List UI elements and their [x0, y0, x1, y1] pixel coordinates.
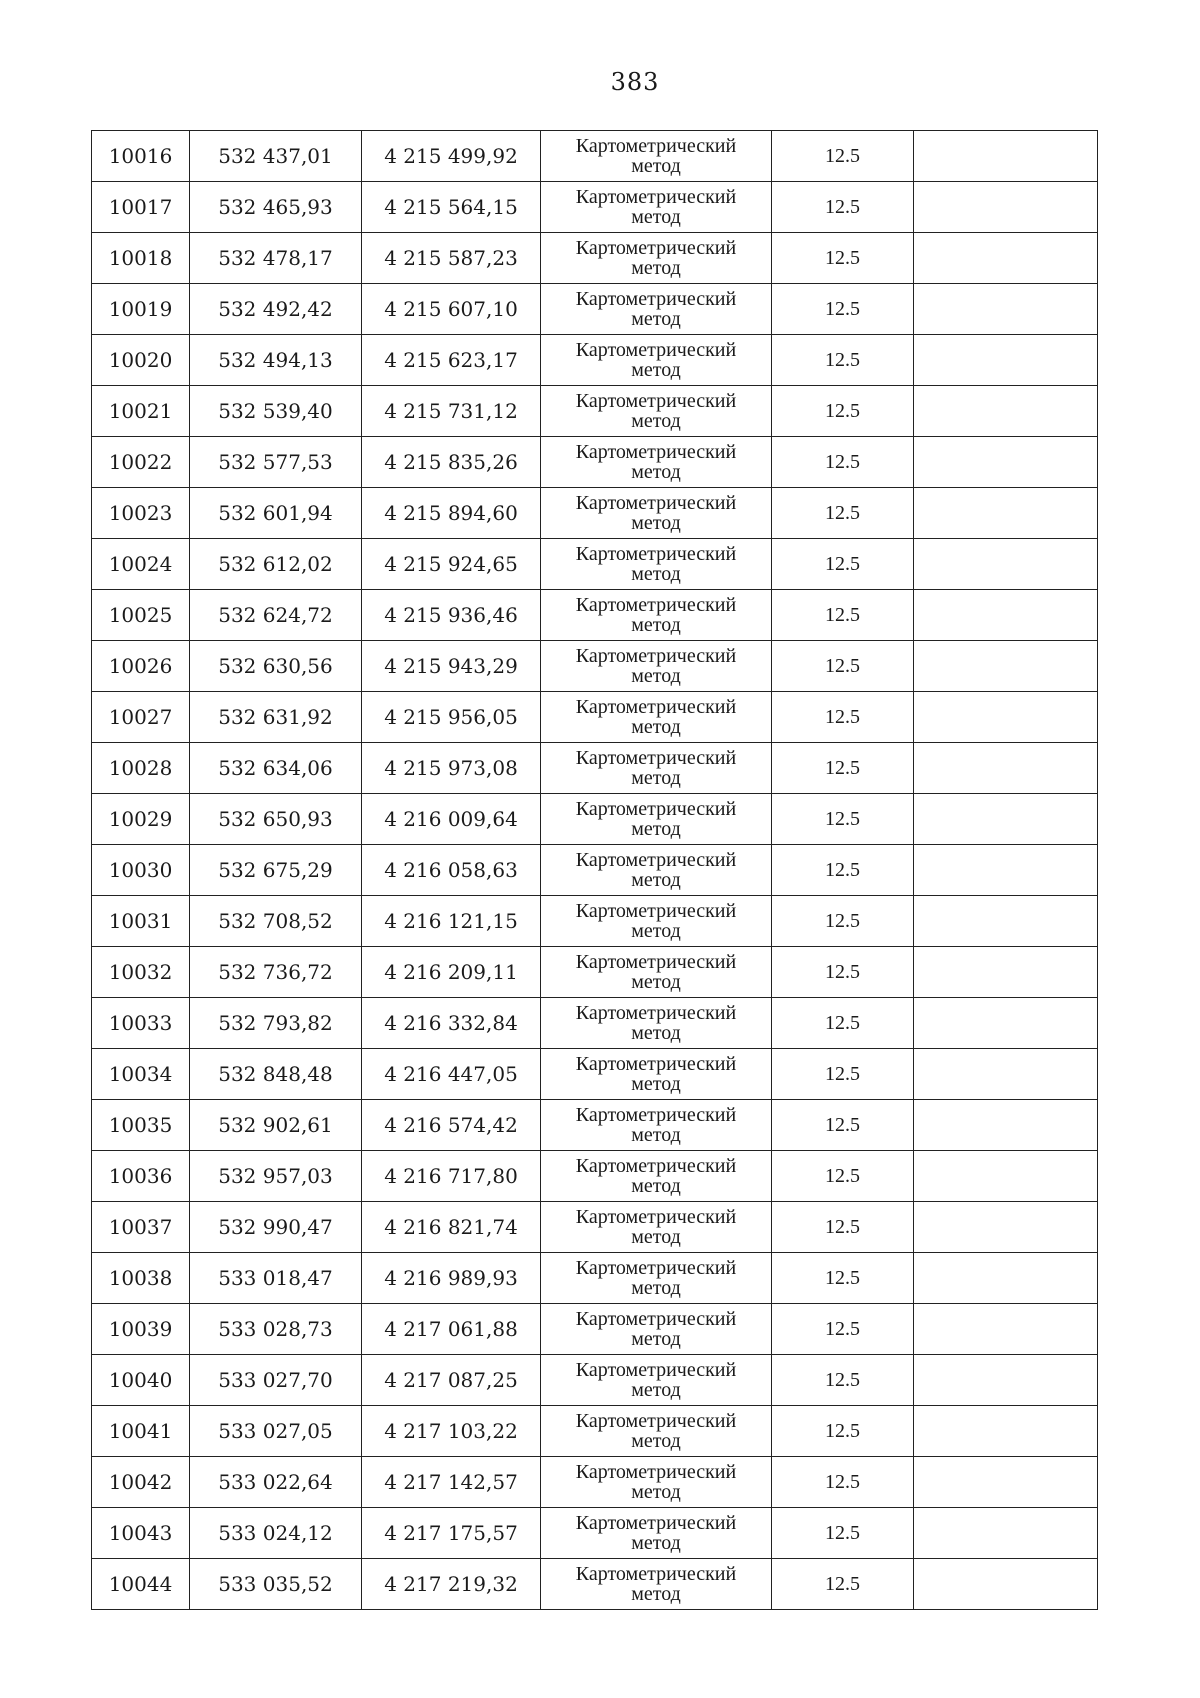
table-row	[92, 998, 1098, 1049]
y-coordinate-cell: 4 217 142,57	[362, 1457, 541, 1508]
method-cell	[541, 1151, 772, 1202]
method-cell	[541, 1508, 772, 1559]
method-label-line1: Картометрический	[575, 1002, 737, 1024]
method-label-line1: Картометрический	[575, 594, 737, 616]
method-label-line1: Картометрический	[575, 1206, 737, 1228]
empty-cell	[914, 1202, 1098, 1253]
empty-cell	[914, 488, 1098, 539]
method-cell	[541, 1202, 772, 1253]
method-label-line2: метод	[631, 920, 681, 942]
empty-cell	[914, 998, 1098, 1049]
point-id-cell: 10037	[92, 1202, 190, 1253]
method-label-line1: Картометрический	[575, 1563, 737, 1585]
accuracy-cell: 12.5	[772, 896, 914, 947]
method-cell	[541, 131, 772, 182]
accuracy-cell: 12.5	[772, 1100, 914, 1151]
method-cell	[541, 1355, 772, 1406]
empty-cell	[914, 896, 1098, 947]
empty-cell	[914, 182, 1098, 233]
table-row	[92, 896, 1098, 947]
accuracy-cell: 12.5	[772, 488, 914, 539]
y-coordinate-cell: 4 215 564,15	[362, 182, 541, 233]
y-coordinate-cell: 4 216 447,05	[362, 1049, 541, 1100]
method-cell	[541, 1253, 772, 1304]
empty-cell	[914, 1457, 1098, 1508]
table-row	[92, 1304, 1098, 1355]
method-label-line2: метод	[631, 869, 681, 891]
y-coordinate-cell: 4 215 943,29	[362, 641, 541, 692]
method-cell	[541, 335, 772, 386]
accuracy-cell: 12.5	[772, 284, 914, 335]
method-cell	[541, 1100, 772, 1151]
point-id-cell: 10043	[92, 1508, 190, 1559]
x-coordinate-cell: 532 634,06	[190, 743, 362, 794]
method-label-line1: Картометрический	[575, 288, 737, 310]
x-coordinate-cell: 532 848,48	[190, 1049, 362, 1100]
table-row	[92, 1253, 1098, 1304]
accuracy-cell: 12.5	[772, 794, 914, 845]
method-label-line2: метод	[631, 1481, 681, 1503]
point-id-cell: 10040	[92, 1355, 190, 1406]
y-coordinate-cell: 4 216 332,84	[362, 998, 541, 1049]
accuracy-cell: 12.5	[772, 1049, 914, 1100]
method-label-line2: метод	[631, 665, 681, 687]
x-coordinate-cell: 532 990,47	[190, 1202, 362, 1253]
method-cell	[541, 1457, 772, 1508]
y-coordinate-cell: 4 216 574,42	[362, 1100, 541, 1151]
empty-cell	[914, 284, 1098, 335]
method-cell	[541, 590, 772, 641]
x-coordinate-cell: 533 018,47	[190, 1253, 362, 1304]
method-label-line2: метод	[631, 1430, 681, 1452]
table-row	[92, 182, 1098, 233]
empty-cell	[914, 1049, 1098, 1100]
method-cell	[541, 386, 772, 437]
method-label-line2: метод	[631, 614, 681, 636]
point-id-cell: 10024	[92, 539, 190, 590]
y-coordinate-cell: 4 216 989,93	[362, 1253, 541, 1304]
accuracy-cell: 12.5	[772, 1559, 914, 1610]
method-label-line1: Картометрический	[575, 1257, 737, 1279]
accuracy-cell: 12.5	[772, 335, 914, 386]
method-label-line2: метод	[631, 1175, 681, 1197]
method-label-line2: метод	[631, 1022, 681, 1044]
method-label-line1: Картометрический	[575, 186, 737, 208]
table-row	[92, 1100, 1098, 1151]
method-cell	[541, 1559, 772, 1610]
accuracy-cell: 12.5	[772, 590, 914, 641]
point-id-cell: 10018	[92, 233, 190, 284]
table-row	[92, 641, 1098, 692]
accuracy-cell: 12.5	[772, 998, 914, 1049]
x-coordinate-cell: 532 437,01	[190, 131, 362, 182]
table-row	[92, 233, 1098, 284]
method-label-line1: Картометрический	[575, 339, 737, 361]
method-cell	[541, 998, 772, 1049]
empty-cell	[914, 1151, 1098, 1202]
method-label-line1: Картометрический	[575, 1410, 737, 1432]
x-coordinate-cell: 532 793,82	[190, 998, 362, 1049]
method-label-line1: Картометрический	[575, 747, 737, 769]
y-coordinate-cell: 4 215 973,08	[362, 743, 541, 794]
y-coordinate-cell: 4 215 607,10	[362, 284, 541, 335]
method-label-line2: метод	[631, 155, 681, 177]
point-id-cell: 10042	[92, 1457, 190, 1508]
coordinates-table	[91, 130, 1098, 1610]
method-cell	[541, 1049, 772, 1100]
table-row	[92, 539, 1098, 590]
empty-cell	[914, 1100, 1098, 1151]
method-label-line1: Картометрический	[575, 543, 737, 565]
accuracy-cell: 12.5	[772, 182, 914, 233]
point-id-cell: 10032	[92, 947, 190, 998]
x-coordinate-cell: 532 630,56	[190, 641, 362, 692]
table-row	[92, 1559, 1098, 1610]
method-label-line1: Картометрический	[575, 900, 737, 922]
point-id-cell: 10021	[92, 386, 190, 437]
method-label-line1: Картометрический	[575, 1308, 737, 1330]
y-coordinate-cell: 4 216 121,15	[362, 896, 541, 947]
y-coordinate-cell: 4 215 894,60	[362, 488, 541, 539]
table-row	[92, 743, 1098, 794]
table-row	[92, 335, 1098, 386]
method-cell	[541, 182, 772, 233]
method-label-line2: метод	[631, 257, 681, 279]
table-row	[92, 488, 1098, 539]
page-number: 383	[610, 68, 660, 96]
accuracy-cell: 12.5	[772, 131, 914, 182]
accuracy-cell: 12.5	[772, 1151, 914, 1202]
method-label-line1: Картометрический	[575, 1512, 737, 1534]
accuracy-cell: 12.5	[772, 1253, 914, 1304]
point-id-cell: 10020	[92, 335, 190, 386]
method-label-line2: метод	[631, 971, 681, 993]
y-coordinate-cell: 4 215 499,92	[362, 131, 541, 182]
x-coordinate-cell: 533 024,12	[190, 1508, 362, 1559]
table-row	[92, 284, 1098, 335]
method-label-line1: Картометрический	[575, 237, 737, 259]
table-row	[92, 1406, 1098, 1457]
x-coordinate-cell: 532 577,53	[190, 437, 362, 488]
empty-cell	[914, 1253, 1098, 1304]
x-coordinate-cell: 532 631,92	[190, 692, 362, 743]
y-coordinate-cell: 4 217 175,57	[362, 1508, 541, 1559]
method-label-line2: метод	[631, 308, 681, 330]
method-label-line2: метод	[631, 206, 681, 228]
y-coordinate-cell: 4 217 061,88	[362, 1304, 541, 1355]
point-id-cell: 10044	[92, 1559, 190, 1610]
table-row	[92, 947, 1098, 998]
point-id-cell: 10029	[92, 794, 190, 845]
empty-cell	[914, 1559, 1098, 1610]
method-label-line2: метод	[631, 563, 681, 585]
empty-cell	[914, 794, 1098, 845]
method-label-line1: Картометрический	[575, 1104, 737, 1126]
y-coordinate-cell: 4 215 587,23	[362, 233, 541, 284]
accuracy-cell: 12.5	[772, 539, 914, 590]
point-id-cell: 10034	[92, 1049, 190, 1100]
method-label-line1: Картометрический	[575, 951, 737, 973]
x-coordinate-cell: 532 465,93	[190, 182, 362, 233]
accuracy-cell: 12.5	[772, 1406, 914, 1457]
point-id-cell: 10038	[92, 1253, 190, 1304]
x-coordinate-cell: 532 612,02	[190, 539, 362, 590]
method-cell	[541, 743, 772, 794]
coordinates-table-body	[92, 131, 1098, 1610]
method-label-line1: Картометрический	[575, 849, 737, 871]
x-coordinate-cell: 532 492,42	[190, 284, 362, 335]
point-id-cell: 10023	[92, 488, 190, 539]
method-cell	[541, 488, 772, 539]
accuracy-cell: 12.5	[772, 947, 914, 998]
x-coordinate-cell: 532 494,13	[190, 335, 362, 386]
point-id-cell: 10030	[92, 845, 190, 896]
method-label-line2: метод	[631, 1379, 681, 1401]
accuracy-cell: 12.5	[772, 845, 914, 896]
empty-cell	[914, 947, 1098, 998]
y-coordinate-cell: 4 217 219,32	[362, 1559, 541, 1610]
point-id-cell: 10027	[92, 692, 190, 743]
point-id-cell: 10033	[92, 998, 190, 1049]
empty-cell	[914, 1304, 1098, 1355]
accuracy-cell: 12.5	[772, 1355, 914, 1406]
table-row	[92, 1202, 1098, 1253]
y-coordinate-cell: 4 215 936,46	[362, 590, 541, 641]
y-coordinate-cell: 4 215 924,65	[362, 539, 541, 590]
table-row	[92, 794, 1098, 845]
x-coordinate-cell: 533 027,05	[190, 1406, 362, 1457]
point-id-cell: 10035	[92, 1100, 190, 1151]
method-cell	[541, 641, 772, 692]
method-label-line2: метод	[631, 512, 681, 534]
method-label-line2: метод	[631, 1583, 681, 1605]
empty-cell	[914, 1508, 1098, 1559]
method-cell	[541, 845, 772, 896]
table-row	[92, 386, 1098, 437]
method-label-line2: метод	[631, 767, 681, 789]
method-label-line2: метод	[631, 461, 681, 483]
method-label-line2: метод	[631, 716, 681, 738]
method-label-line1: Картометрический	[575, 135, 737, 157]
method-cell	[541, 1304, 772, 1355]
x-coordinate-cell: 533 027,70	[190, 1355, 362, 1406]
method-cell	[541, 947, 772, 998]
y-coordinate-cell: 4 216 209,11	[362, 947, 541, 998]
method-label-line1: Картометрический	[575, 492, 737, 514]
accuracy-cell: 12.5	[772, 641, 914, 692]
y-coordinate-cell: 4 217 103,22	[362, 1406, 541, 1457]
point-id-cell: 10025	[92, 590, 190, 641]
x-coordinate-cell: 533 035,52	[190, 1559, 362, 1610]
method-label-line1: Картометрический	[575, 1461, 737, 1483]
y-coordinate-cell: 4 215 623,17	[362, 335, 541, 386]
accuracy-cell: 12.5	[772, 1457, 914, 1508]
table-row	[92, 845, 1098, 896]
method-cell	[541, 233, 772, 284]
method-label-line1: Картометрический	[575, 390, 737, 412]
method-label-line2: метод	[631, 1532, 681, 1554]
method-cell	[541, 437, 772, 488]
empty-cell	[914, 131, 1098, 182]
method-label-line1: Картометрический	[575, 1359, 737, 1381]
method-cell	[541, 284, 772, 335]
empty-cell	[914, 692, 1098, 743]
method-cell	[541, 692, 772, 743]
method-label-line1: Картометрический	[575, 798, 737, 820]
table-row	[92, 1355, 1098, 1406]
table-row	[92, 437, 1098, 488]
point-id-cell: 10022	[92, 437, 190, 488]
method-label-line2: метод	[631, 1277, 681, 1299]
method-label-line1: Картометрический	[575, 441, 737, 463]
accuracy-cell: 12.5	[772, 233, 914, 284]
empty-cell	[914, 641, 1098, 692]
empty-cell	[914, 335, 1098, 386]
accuracy-cell: 12.5	[772, 1508, 914, 1559]
y-coordinate-cell: 4 215 956,05	[362, 692, 541, 743]
table-row	[92, 692, 1098, 743]
table-row	[92, 1049, 1098, 1100]
method-label-line1: Картометрический	[575, 696, 737, 718]
method-label-line2: метод	[631, 1124, 681, 1146]
method-cell	[541, 794, 772, 845]
x-coordinate-cell: 532 708,52	[190, 896, 362, 947]
x-coordinate-cell: 533 022,64	[190, 1457, 362, 1508]
y-coordinate-cell: 4 216 058,63	[362, 845, 541, 896]
accuracy-cell: 12.5	[772, 743, 914, 794]
method-label-line2: метод	[631, 1226, 681, 1248]
method-cell	[541, 539, 772, 590]
empty-cell	[914, 845, 1098, 896]
empty-cell	[914, 1355, 1098, 1406]
method-label-line1: Картометрический	[575, 1155, 737, 1177]
y-coordinate-cell: 4 216 717,80	[362, 1151, 541, 1202]
method-label-line1: Картометрический	[575, 645, 737, 667]
point-id-cell: 10016	[92, 131, 190, 182]
x-coordinate-cell: 532 650,93	[190, 794, 362, 845]
x-coordinate-cell: 532 736,72	[190, 947, 362, 998]
x-coordinate-cell: 532 478,17	[190, 233, 362, 284]
x-coordinate-cell: 532 957,03	[190, 1151, 362, 1202]
accuracy-cell: 12.5	[772, 1304, 914, 1355]
table-row	[92, 1457, 1098, 1508]
y-coordinate-cell: 4 215 731,12	[362, 386, 541, 437]
empty-cell	[914, 386, 1098, 437]
method-label-line2: метод	[631, 410, 681, 432]
point-id-cell: 10026	[92, 641, 190, 692]
point-id-cell: 10036	[92, 1151, 190, 1202]
y-coordinate-cell: 4 215 835,26	[362, 437, 541, 488]
point-id-cell: 10039	[92, 1304, 190, 1355]
point-id-cell: 10041	[92, 1406, 190, 1457]
x-coordinate-cell: 532 675,29	[190, 845, 362, 896]
accuracy-cell: 12.5	[772, 692, 914, 743]
method-label-line2: метод	[631, 359, 681, 381]
point-id-cell: 10031	[92, 896, 190, 947]
accuracy-cell: 12.5	[772, 386, 914, 437]
y-coordinate-cell: 4 216 821,74	[362, 1202, 541, 1253]
table-row	[92, 590, 1098, 641]
table-row	[92, 1508, 1098, 1559]
method-cell	[541, 1406, 772, 1457]
empty-cell	[914, 743, 1098, 794]
method-label-line2: метод	[631, 1328, 681, 1350]
method-label-line2: метод	[631, 1073, 681, 1095]
y-coordinate-cell: 4 216 009,64	[362, 794, 541, 845]
method-cell	[541, 896, 772, 947]
x-coordinate-cell: 532 902,61	[190, 1100, 362, 1151]
empty-cell	[914, 437, 1098, 488]
point-id-cell: 10019	[92, 284, 190, 335]
method-label-line1: Картометрический	[575, 1053, 737, 1075]
empty-cell	[914, 590, 1098, 641]
method-label-line2: метод	[631, 818, 681, 840]
table-row	[92, 131, 1098, 182]
x-coordinate-cell: 533 028,73	[190, 1304, 362, 1355]
accuracy-cell: 12.5	[772, 1202, 914, 1253]
accuracy-cell: 12.5	[772, 437, 914, 488]
x-coordinate-cell: 532 539,40	[190, 386, 362, 437]
point-id-cell: 10017	[92, 182, 190, 233]
empty-cell	[914, 1406, 1098, 1457]
x-coordinate-cell: 532 624,72	[190, 590, 362, 641]
point-id-cell: 10028	[92, 743, 190, 794]
empty-cell	[914, 539, 1098, 590]
table-row	[92, 1151, 1098, 1202]
x-coordinate-cell: 532 601,94	[190, 488, 362, 539]
empty-cell	[914, 233, 1098, 284]
y-coordinate-cell: 4 217 087,25	[362, 1355, 541, 1406]
